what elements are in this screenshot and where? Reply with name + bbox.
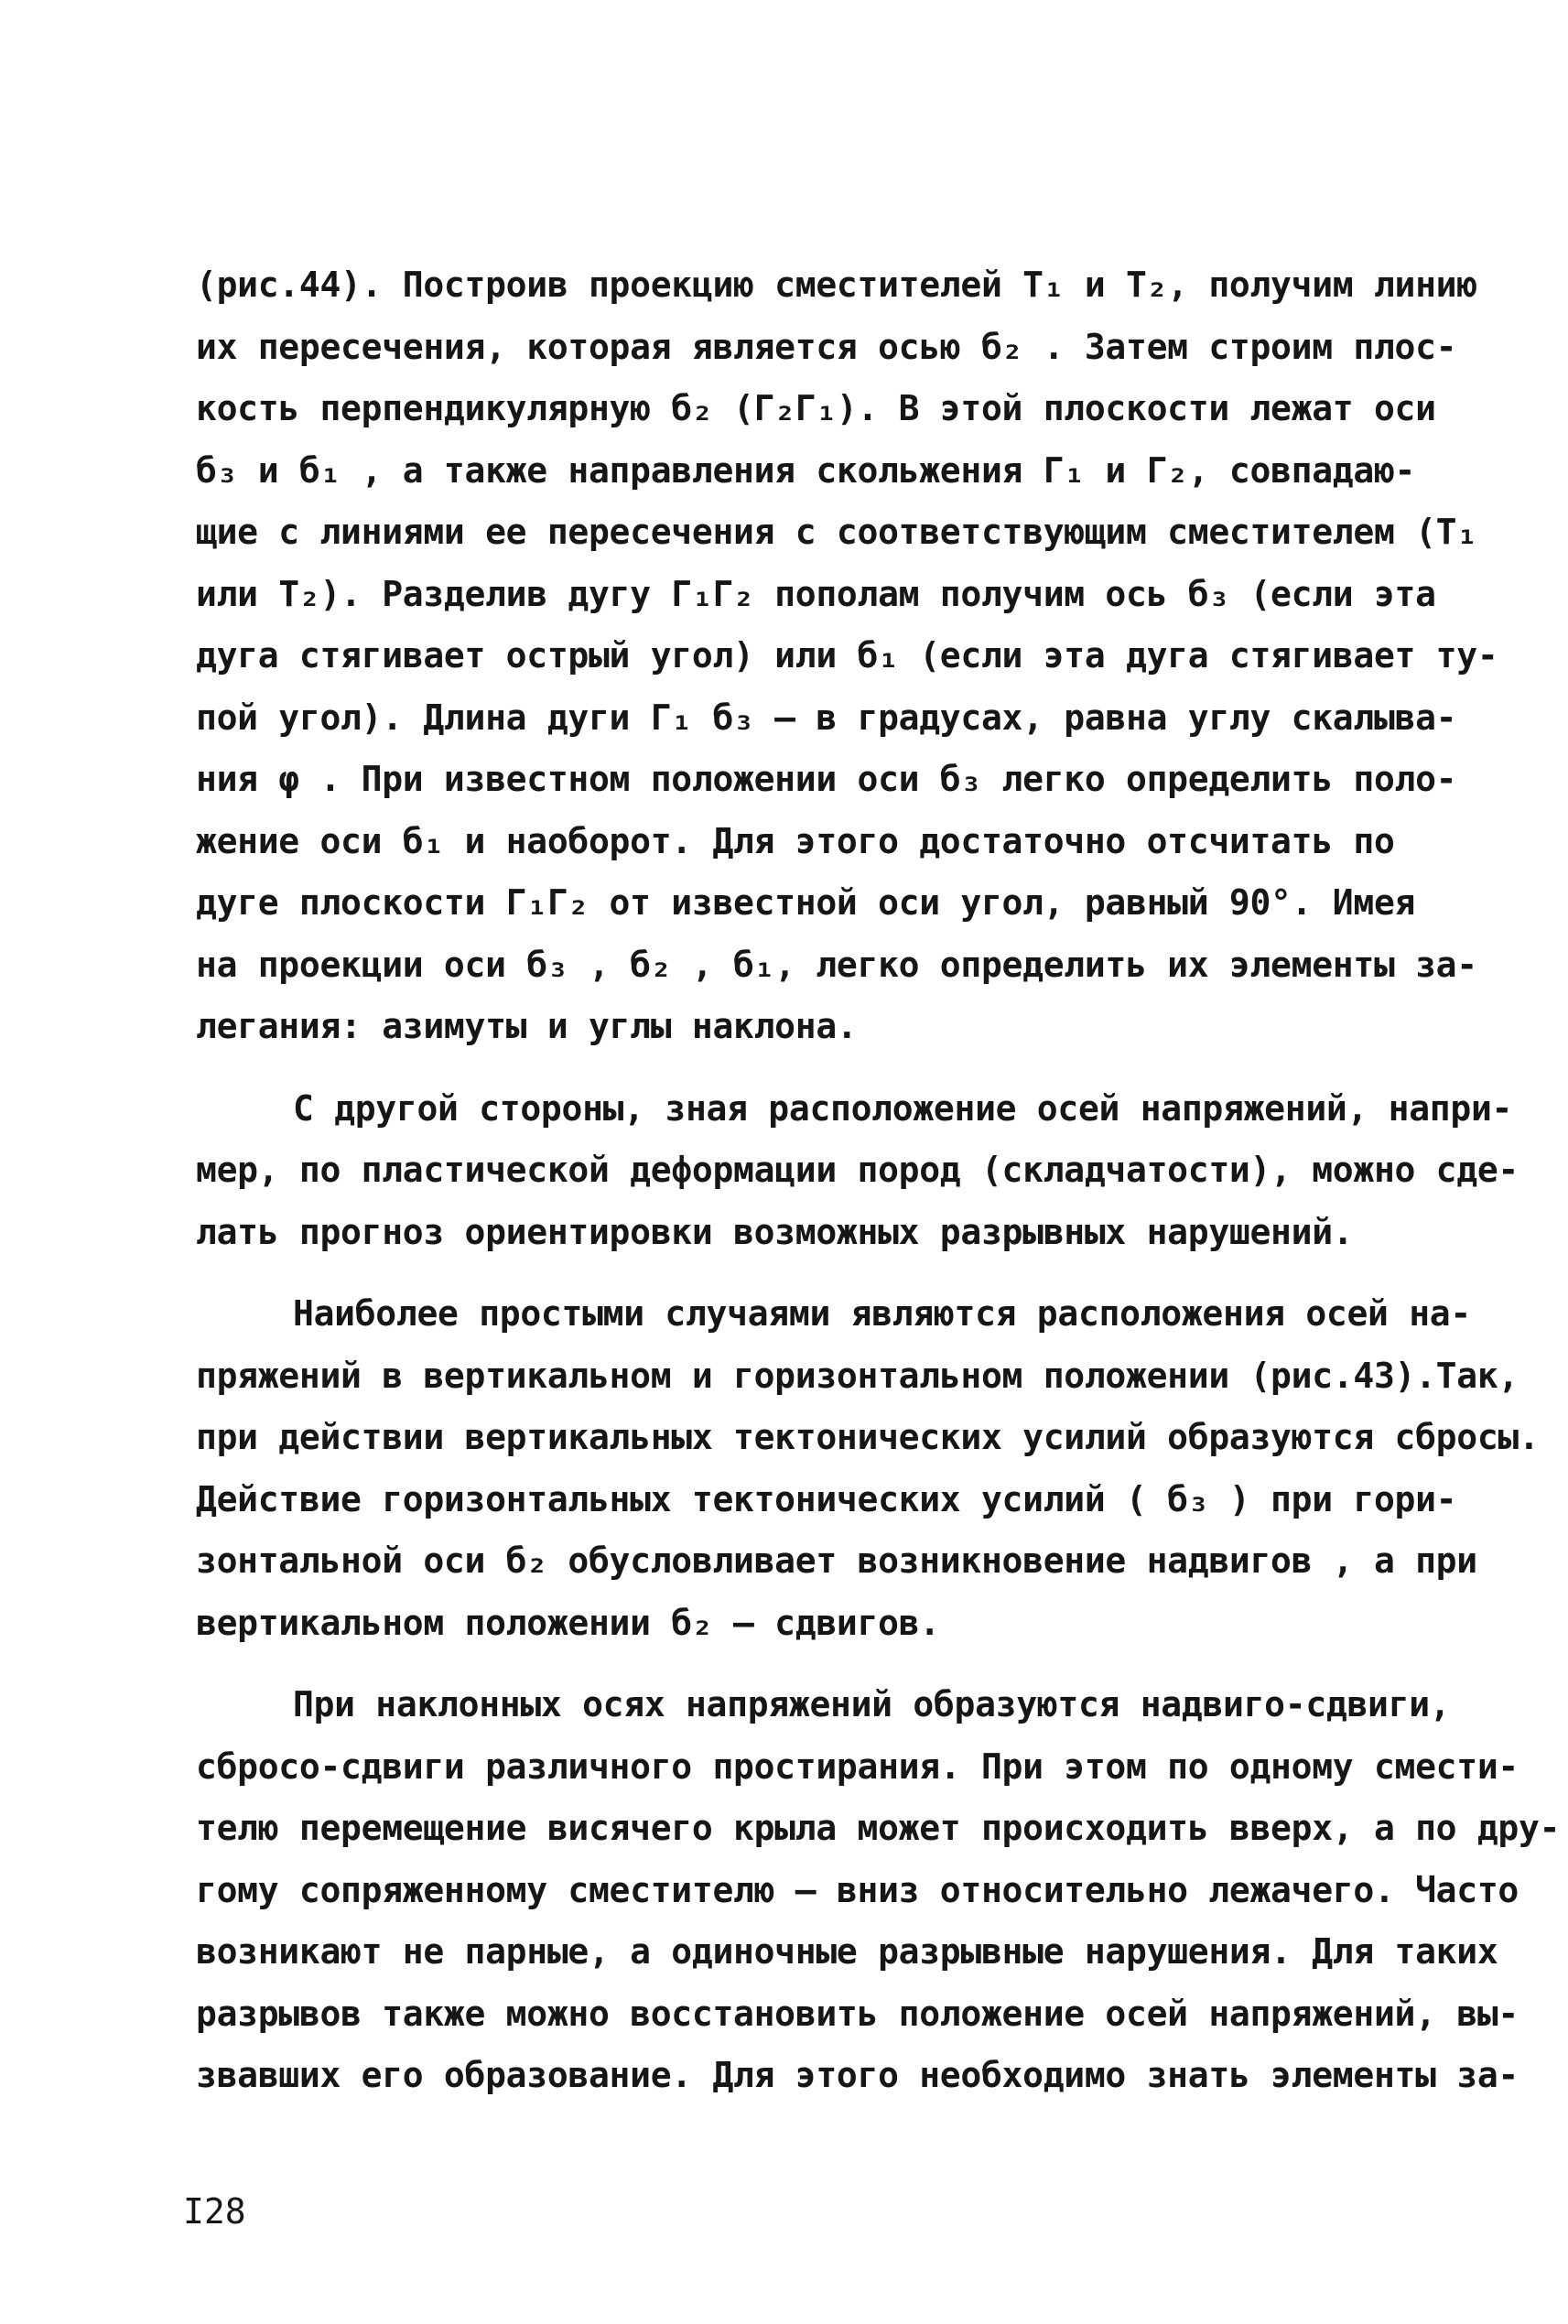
text-line: при действии вертикальных тектонических усилий образуются сбросы. — [196, 1417, 1540, 1457]
text-line: лать прогноз ориентировки возможных разрывных нарушений. — [196, 1211, 1354, 1252]
paragraph-1 — [196, 254, 1498, 1058]
text-line: разрывов также можно восстановить положение осей напряжений, вы- — [196, 1993, 1519, 2034]
text-line: ния φ . При известном положении оси б₃ легко определить поло- — [196, 759, 1457, 799]
paragraph-gap — [196, 1654, 1413, 1674]
text-line: сбросо-сдвиги различного простирания. При этом по одному смести- — [196, 1746, 1519, 1787]
text-line: возникают не парные, а одиночные разрывные нарушения. Для таких — [196, 1931, 1498, 1972]
text-line: звавших его образование. Для этого необходимо знать элементы за- — [196, 2055, 1519, 2095]
paragraph-2 — [196, 1078, 1519, 1264]
text-line: легания: азимуты и углы наклона. — [196, 1006, 858, 1046]
text-line: Наиболее простыми случаями являются расположения осей на- — [293, 1293, 1471, 1334]
paragraph-4 — [196, 1674, 1561, 2107]
text-line: жение оси б₁ и наоборот. Для этого достаточно отсчитать по — [196, 820, 1395, 861]
text-line: дуга стягивает острый угол) или б₁ (если эта дуга стягивает ту- — [196, 635, 1498, 676]
paragraph-gap — [196, 1263, 1413, 1283]
text-line: дуге плоскости Г₁Г₂ от известной оси угол, равный 90°. Имея — [196, 882, 1416, 923]
text-line: на проекции оси б₃ , б₂ , б₁, легко определить их элементы за- — [196, 944, 1477, 985]
text-line: их пересечения, которая является осью б₂ . Затем строим плос- — [196, 326, 1457, 367]
text-line: вертикальном положении б₂ – сдвигов. — [196, 1602, 940, 1643]
text-line: С другой стороны, зная расположение осей напряжений, напри- — [293, 1087, 1513, 1129]
text-line: зонтальной оси б₂ обусловливает возникновение надвигов , а при — [196, 1540, 1477, 1581]
text-line: (рис.44). Построив проекцию сместителей Т₁ и Т₂, получим линию — [196, 265, 1477, 305]
text-line: мер, по пластической деформации пород (складчатости), можно сде- — [196, 1150, 1519, 1190]
text-line: или Т₂). Разделив дугу Г₁Г₂ пополам получим ось б₃ (если эта — [196, 573, 1436, 614]
paragraph-gap — [196, 1058, 1413, 1078]
text-line: При наклонных осях напряжений образуются надвиго-сдвиги, — [293, 1684, 1451, 1724]
text-line: щие с линиями ее пересечения с соответствующим сместителем (Т₁ — [196, 512, 1477, 552]
text-line: пой угол). Длина дуги Г₁ б₃ – в градусах, равна углу скалыва- — [196, 697, 1457, 738]
text-line: телю перемещение висячего крыла может происходить вверх, а по дру- — [196, 1808, 1561, 1848]
text-line: гому сопряженному сместителю – вниз относительно лежачего. Часто — [196, 1869, 1519, 1910]
page-number: I28 — [183, 2191, 246, 2232]
text-body — [196, 254, 1561, 2107]
text-line: Действие горизонтальных тектонических усилий ( б₃ ) при гори- — [196, 1478, 1457, 1519]
text-line: б₃ и б₁ , а также направления скольжения Г₁ и Г₂, совпадаю- — [196, 449, 1416, 491]
text-line: пряжений в вертикальном и горизонтальном положении (рис.43).Так, — [196, 1355, 1519, 1396]
text-line: кость перпендикулярную б₂ (Г₂Г₁). В этой плоскости лежат оси — [196, 388, 1436, 428]
paragraph-3 — [196, 1283, 1540, 1654]
